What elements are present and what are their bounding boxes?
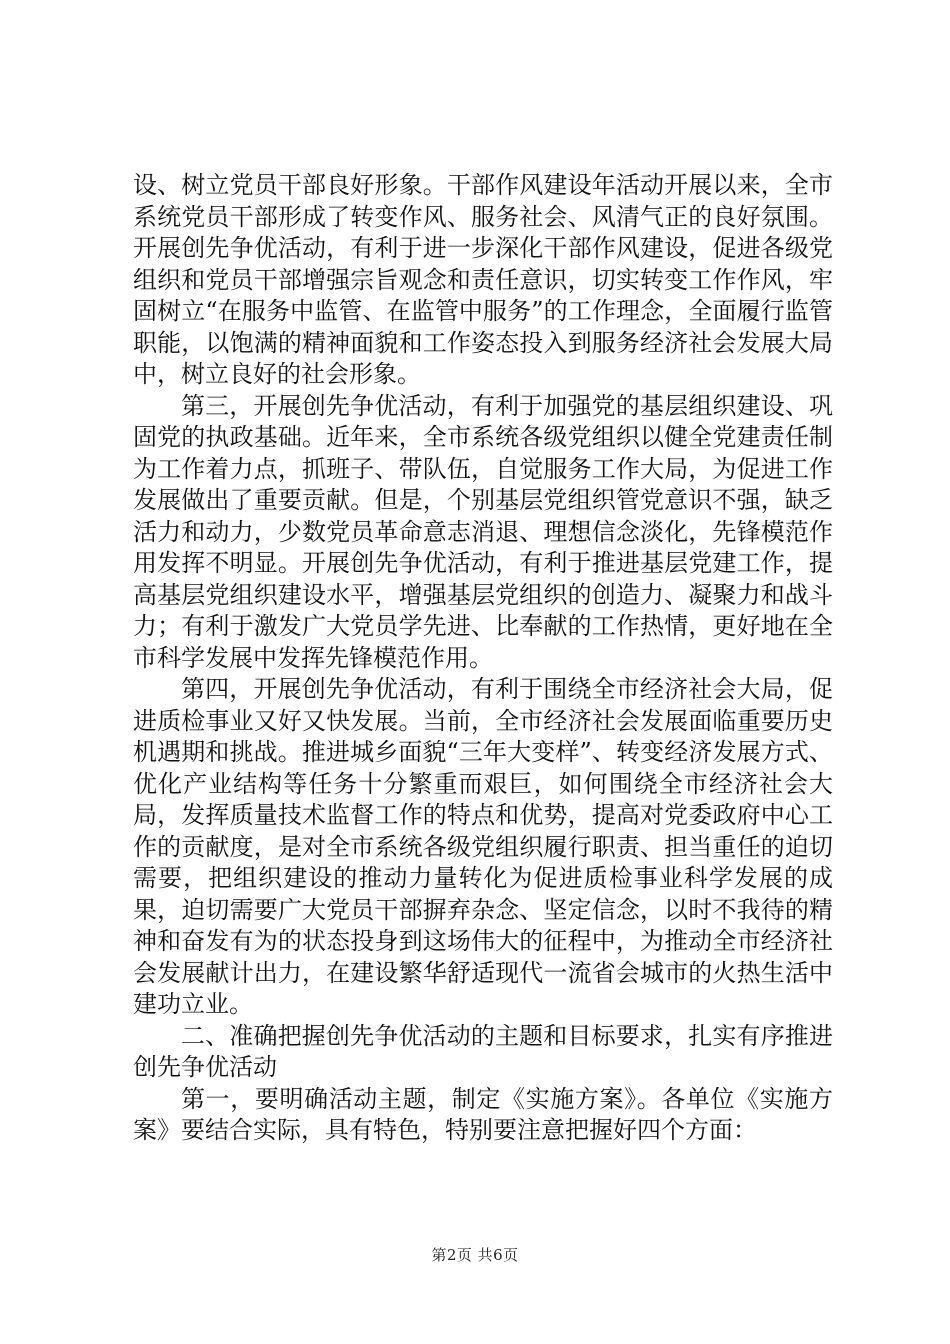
page-number-footer: 第2页 共6页: [431, 1246, 519, 1264]
section-heading: 二、准确把握创先争优活动的主题和目标要求，扎实有序推进创先争优活动: [133, 1021, 833, 1081]
paragraph-5: 第一，要明确活动主题，制定《实施方案》。各单位《实施方案》要结合实际，具有特色，特别要注意把握好四个方面：: [133, 1084, 833, 1144]
paragraph-1: 设、树立党员干部良好形象。干部作风建设年活动开展以来，全市系统党员干部形成了转变作风、服务社会、风清气正的良好氛围。开展创先争优活动，有利于进一步深化干部作风建设，促进各级党组织和党员干部增强宗旨观念和责任意识，切实转变工作作风，牢固树立“在服务中监管、在监管中服务”的工作理念，全面履行监管职能，以饱满的精神面貌和工作姿态投入到服务经济社会发展大局中，树立良好的社会形象。: [133, 171, 833, 388]
paragraph-3: 第四，开展创先争优活动，有利于围绕全市经济社会大局，促进质检事业又好又快发展。当前，全市经济社会发展面临重要历史机遇期和挑战。推进城乡面貌“三年大变样”、转变经济发展方式、优化产业结构等任务十分繁重而艰巨，如何围绕全市经济社会大局，发挥质量技术监督工作的特点和优势，提高对党委政府中心工作的贡献度，是对全市系统各级党组织履行职责、担当重任的迫切需要，把组织建设的推动力量转化为促进质检事业科学发展的成果，迫切需要广大党员干部摒弃杂念、坚定信念，以时不我待的精神和奋发有为的状态投身到这场伟大的征程中，为推动全市经济社会发展献计出力，在建设繁华舒适现代一流省会城市的火热生活中建功立业。: [133, 675, 833, 1018]
document-body: [133, 170, 833, 1147]
paragraph-2: 第三，开展创先争优活动，有利于加强党的基层组织建设、巩固党的执政基础。近年来，全市系统各级党组织以健全党建责任制为工作着力点，抓班子、带队伍，自觉服务工作大局，为促进工作发展做出了重要贡献。但是，个别基层党组织管党意识不强，缺乏活力和动力，少数党员革命意志消退、理想信念淡化，先锋模范作用发挥不明显。开展创先争优活动，有利于推进基层党建工作，提高基层党组织建设水平，增强基层党组织的创造力、凝聚力和战斗力；有利于激发广大党员学先进、比奉献的工作热情，更好地在全市科学发展中发挥先锋模范作用。: [133, 391, 833, 672]
